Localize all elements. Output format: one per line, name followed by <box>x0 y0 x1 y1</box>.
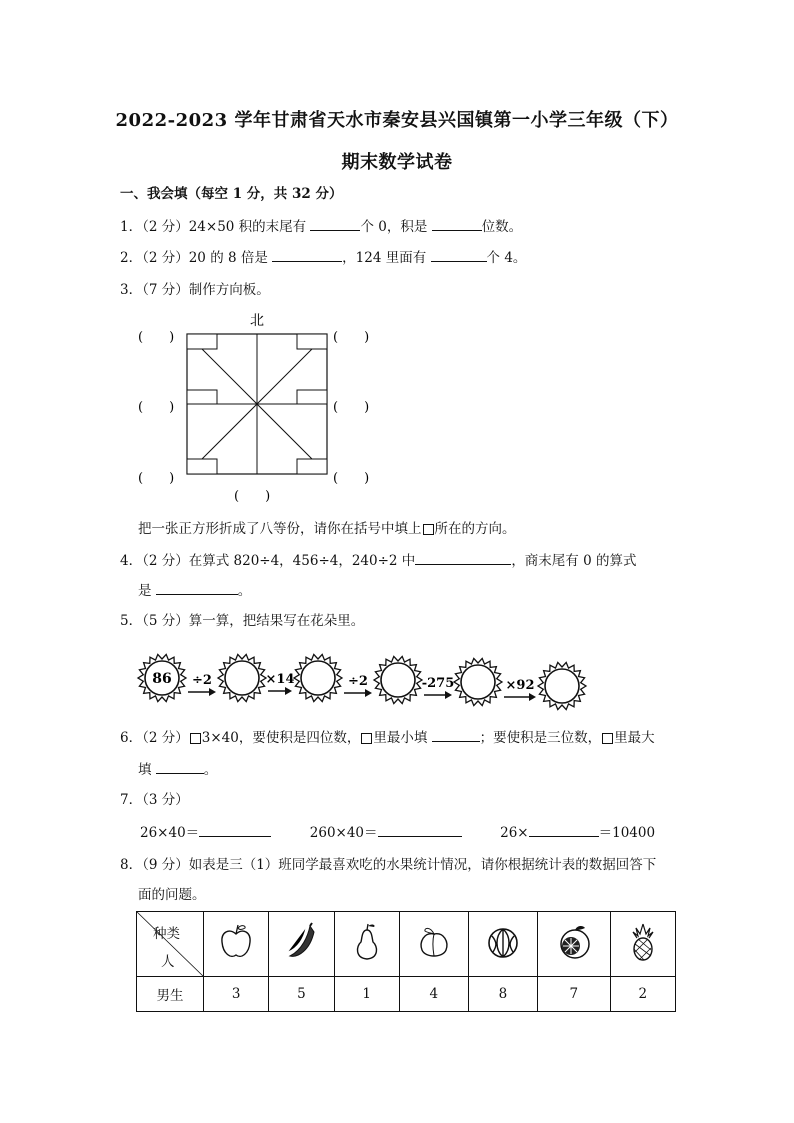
q3-note-a: 把一张正方形折成了八等份，请你在括号中填上 <box>138 521 422 537</box>
operation-arrow-2 <box>344 674 372 697</box>
q7-blank-1[interactable] <box>199 822 271 837</box>
q7-eq2: 260×40＝ <box>309 825 378 841</box>
operation-arrow-4 <box>504 678 536 701</box>
q2-blank-1[interactable] <box>272 247 342 262</box>
q3-note-b: 所在的方向。 <box>434 521 516 537</box>
boys-count-orange[interactable]: 7 <box>537 977 610 1012</box>
boys-count-peach[interactable]: 4 <box>399 977 468 1012</box>
apple-icon <box>204 912 269 977</box>
q4-blank-2[interactable] <box>156 580 238 595</box>
q6-text-b: 3×40，要使积是四位数， <box>201 730 361 746</box>
square-placeholder-icon <box>361 733 372 744</box>
operation-label: ×92 <box>505 678 535 693</box>
question-6 <box>120 727 684 748</box>
q7-eq3a: 26× <box>500 825 529 841</box>
answer-slot-east[interactable]: ( ) <box>333 400 370 415</box>
question-7-equations <box>140 822 684 843</box>
header-people: 人 <box>161 954 175 970</box>
exam-title-line1: 2022-2023 学年甘肃省天水市秦安县兴国镇第一小学三年级（下） <box>115 110 679 131</box>
start-number: 86 <box>152 671 172 687</box>
row-label-boys: 男生 <box>137 977 204 1012</box>
tab-right-upper <box>297 390 327 404</box>
q3-note <box>138 519 684 539</box>
flower-3[interactable] <box>374 656 422 703</box>
q6-text-d: ；要使积是三位数， <box>479 730 602 746</box>
orange-icon <box>537 912 610 977</box>
q1-blank-1[interactable] <box>310 216 360 231</box>
exam-title-line2: 期末数学试卷 <box>341 152 453 173</box>
section-heading: 一、我会填（每空 1 分，共 32 分） <box>120 186 343 202</box>
q6-text-c: 里最小填 <box>373 730 428 746</box>
boys-count-banana[interactable]: 5 <box>269 977 334 1012</box>
tab-top-left <box>187 334 217 349</box>
operation-label: -275 <box>421 676 455 691</box>
direction-board <box>130 308 400 508</box>
q4-text-d: 。 <box>237 583 252 599</box>
tab-bottom-right <box>297 459 327 474</box>
tab-bottom-left <box>187 459 217 474</box>
q1-text-a: 1．（2 分）24×50 积的末尾有 <box>120 219 307 235</box>
flower-1[interactable] <box>218 654 266 701</box>
operation-label: ×14 <box>265 672 295 687</box>
question-4-cont <box>138 580 684 601</box>
q7-blank-3[interactable] <box>529 822 599 837</box>
pineapple-icon <box>610 912 675 977</box>
header-diagonal-cell <box>137 912 204 977</box>
q1-text-b: 个 0，积是 <box>360 219 428 235</box>
question-3: 3．（7 分）制作方向板。 <box>120 282 270 298</box>
q6-text-e: 里最大 <box>614 730 655 746</box>
answer-slot-south[interactable]: ( ) <box>234 489 271 504</box>
boys-count-apple[interactable]: 3 <box>204 977 269 1012</box>
flower-2[interactable] <box>294 654 342 701</box>
flower-5[interactable] <box>538 662 586 709</box>
question-1 <box>120 216 684 237</box>
tab-left-upper <box>187 390 217 404</box>
q4-text-c: 是 <box>138 583 152 599</box>
pear-icon <box>334 912 399 977</box>
answer-slot-southeast[interactable]: ( ) <box>333 471 370 486</box>
q2-text-b: ，124 里面有 <box>342 250 427 266</box>
watermelon-icon <box>468 912 537 977</box>
operation-label: ÷2 <box>348 674 368 689</box>
square-placeholder-icon <box>190 733 201 744</box>
peach-icon <box>399 912 468 977</box>
answer-slot-northeast[interactable]: ( ) <box>333 330 370 345</box>
question-8: 8．（9 分）如表是三（1）班同学最喜欢吃的水果统计情况，请你根据统计表的数据回答下 <box>120 857 657 873</box>
answer-slot-northwest[interactable]: ( ) <box>138 330 175 345</box>
q4-text-a: 4．（2 分）在算式 820÷4，456÷4，240÷2 中 <box>120 553 416 569</box>
operation-label: ÷2 <box>192 673 212 688</box>
q4-blank-1[interactable] <box>415 550 511 565</box>
q6-blank-1[interactable] <box>432 727 480 742</box>
square-placeholder-icon <box>602 733 613 744</box>
question-2 <box>120 247 684 268</box>
boys-row <box>137 977 676 1012</box>
answer-slot-west[interactable]: ( ) <box>138 400 175 415</box>
q6-text-a: 6．（2 分） <box>120 730 189 746</box>
q1-text-c: 位数。 <box>481 219 523 235</box>
header-kind: 种类 <box>153 926 180 942</box>
question-7: 7．（3 分） <box>120 792 189 808</box>
boys-count-pineapple[interactable]: 2 <box>610 977 675 1012</box>
operation-arrow-0 <box>188 673 216 696</box>
q6-text-f: 填 <box>138 762 152 778</box>
flower-0 <box>138 654 186 701</box>
tab-top-right <box>297 334 327 349</box>
fruit-table <box>136 911 676 1012</box>
flower-chain <box>132 640 592 720</box>
q7-eq3b: ＝10400 <box>598 825 656 841</box>
small-square-icon <box>423 524 434 535</box>
q2-text-c: 个 4。 <box>486 250 527 266</box>
north-label: 北 <box>250 313 264 329</box>
boys-count-watermelon[interactable]: 8 <box>468 977 537 1012</box>
q2-text-a: 2．（2 分）20 的 8 倍是 <box>120 250 268 266</box>
banana-icon <box>269 912 334 977</box>
q7-blank-2[interactable] <box>378 822 462 837</box>
question-4 <box>120 550 684 571</box>
question-8-cont: 面的问题。 <box>138 887 206 903</box>
q2-blank-2[interactable] <box>431 247 487 262</box>
operation-arrow-1 <box>266 672 295 695</box>
question-6-cont <box>138 759 684 780</box>
question-5: 5．（5 分）算一算，把结果写在花朵里。 <box>120 613 365 629</box>
operation-arrow-3 <box>422 676 455 699</box>
q1-blank-2[interactable] <box>432 216 482 231</box>
q4-text-b: ，商末尾有 0 的算式 <box>511 553 637 569</box>
q7-eq1: 26×40＝ <box>140 825 200 841</box>
flower-4[interactable] <box>454 658 502 705</box>
fruit-header-row <box>137 912 676 977</box>
boys-count-pear[interactable]: 1 <box>334 977 399 1012</box>
q6-text-g: 。 <box>203 762 218 778</box>
answer-slot-southwest[interactable]: ( ) <box>138 471 175 486</box>
q6-blank-2[interactable] <box>156 759 204 774</box>
